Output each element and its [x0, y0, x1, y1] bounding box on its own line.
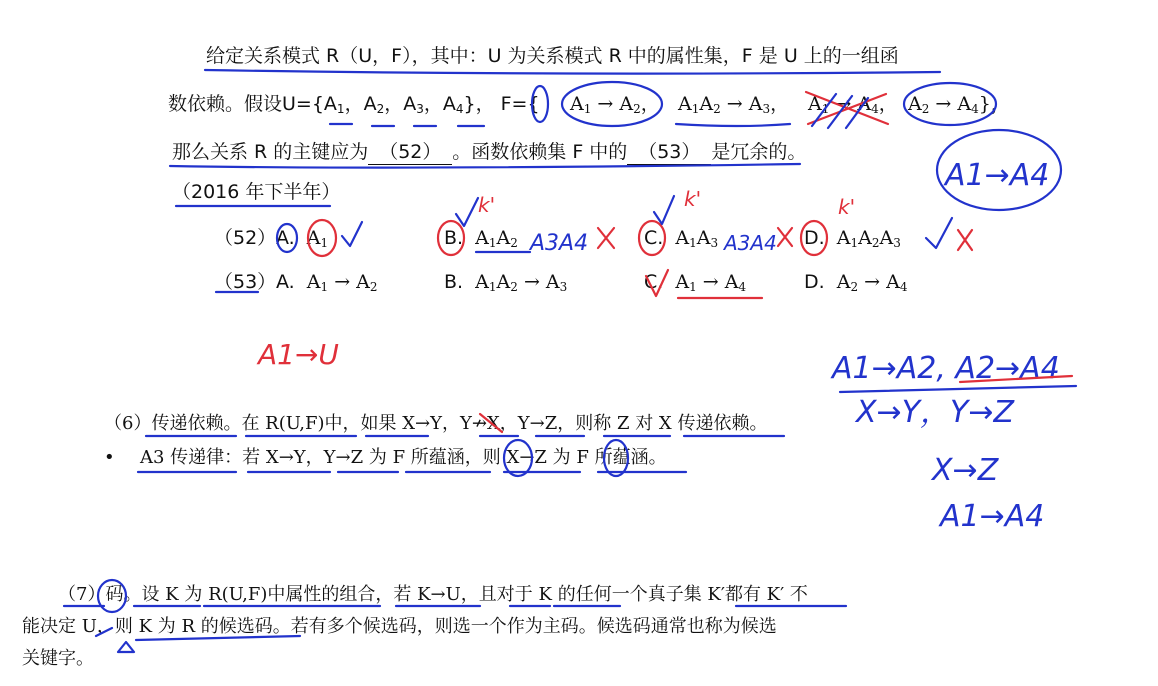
- q52-option-b: B. $A_1A_2$: [444, 227, 518, 250]
- hand-chain: A1→A2, A2→A4: [832, 351, 1060, 386]
- check-q52-d: [926, 218, 952, 248]
- q52-option-c: C. $A_1A_3$: [644, 227, 719, 250]
- note-transitive: （6）传递依赖。在 R(U,F)中，如果 X→Y，Y↛X，Y→Z，则称 Z 对 X 传递依赖。: [104, 413, 768, 434]
- note-a3-rule: A3 传递律：若 X→Y，Y→Z 为 F 所蕴涵，则 X→Z 为 F 所蕴涵。: [140, 447, 667, 468]
- question-line-3: [172, 140, 806, 165]
- fd-set-prefix: F={: [500, 93, 540, 115]
- cross-q52-d: [958, 230, 972, 250]
- question-line-2: 数依赖。假设$U=\{A_1$，$A_2$，$A_3$，$A_4$}， F={: [168, 93, 540, 116]
- q52-option-d: D. $A_1A_2A_3$: [804, 227, 901, 250]
- note-bullet: •: [104, 447, 115, 468]
- q52-option-a: A. $A_1$: [276, 227, 329, 250]
- fd-3: $A_1 \to A_4$，: [808, 93, 898, 116]
- question-line-1: 给定关系模式 R（U，F），其中：U 为关系模式 R 中的属性集，F 是 U 上的一组函: [206, 45, 899, 67]
- hand-a1-u: A1→U: [258, 338, 339, 371]
- fd-1: $A_1 \to A_2$，: [570, 93, 660, 116]
- check-q52-a: [342, 222, 362, 246]
- hand-a3a4-c: A3A4: [724, 231, 777, 255]
- circle-a1-a4: [937, 130, 1061, 210]
- q53-option-b: B. $A_1A_2 \to A_3$: [444, 271, 568, 294]
- triangle-mark: [118, 642, 134, 652]
- q52-number: （52）: [214, 227, 277, 249]
- underline-line-1: [205, 70, 940, 74]
- fd-2: $A_1A_2 \to A_3$，: [678, 93, 790, 116]
- line3-c: 是冗余的。: [711, 141, 807, 163]
- blank-52: （52）: [368, 140, 452, 165]
- blank-53: （53）: [627, 140, 711, 165]
- hand-a1-a4: A1→A4: [945, 158, 1050, 193]
- hand-kprime-d: k': [838, 195, 856, 219]
- q53-option-a: A. $A_1 \to A_2$: [276, 271, 378, 294]
- fd-4: $A_2 \to A_4$}，: [908, 93, 1010, 116]
- note-key-line-3: 关键字。: [22, 648, 94, 669]
- q53-number: （53）: [214, 271, 277, 293]
- underline-attributes: [330, 124, 484, 126]
- check-q52-b: [456, 198, 478, 226]
- underline-fd-2: [676, 124, 790, 126]
- cross-q52-b: [598, 228, 614, 248]
- hand-kprime-c: k': [684, 187, 702, 211]
- cross-q52-c: [778, 228, 792, 246]
- check-q52-c: [654, 196, 674, 224]
- hand-kprime-b: k': [478, 193, 496, 217]
- q53-option-c: C. $A_1 \to A_4$: [644, 271, 747, 294]
- hand-a3a4-b: A3A4: [530, 231, 589, 256]
- line3-b: 。函数依赖集 F 中的: [452, 141, 628, 163]
- line3-a: 那么关系 R 的主键应为: [172, 141, 369, 163]
- hand-xz: X→Z: [932, 453, 999, 488]
- hand-a1-a4-b: A1→A4: [940, 499, 1045, 534]
- q53-option-d: D. $A_2 \to A_4$: [804, 271, 908, 294]
- divider-line: [840, 386, 1076, 392]
- question-year: （2016 年下半年）: [172, 181, 341, 203]
- note-key-line-2: 能决定 U，则 K 为 R 的候选码。若有多个候选码，则选一个作为主码。候选码通常也称为候选: [22, 616, 777, 637]
- underline-chain: [960, 376, 1072, 382]
- note-key-line-1: （7）码。设 K 为 R(U,F)中属性的组合，若 K→U，且对于 K 的任何一个真子集 K′都有 K′ 不: [58, 584, 808, 605]
- question-line-2-prefix: 数依赖。假设U={A: [168, 93, 337, 115]
- hand-xyz: X→Y，Y→Z: [856, 395, 1015, 430]
